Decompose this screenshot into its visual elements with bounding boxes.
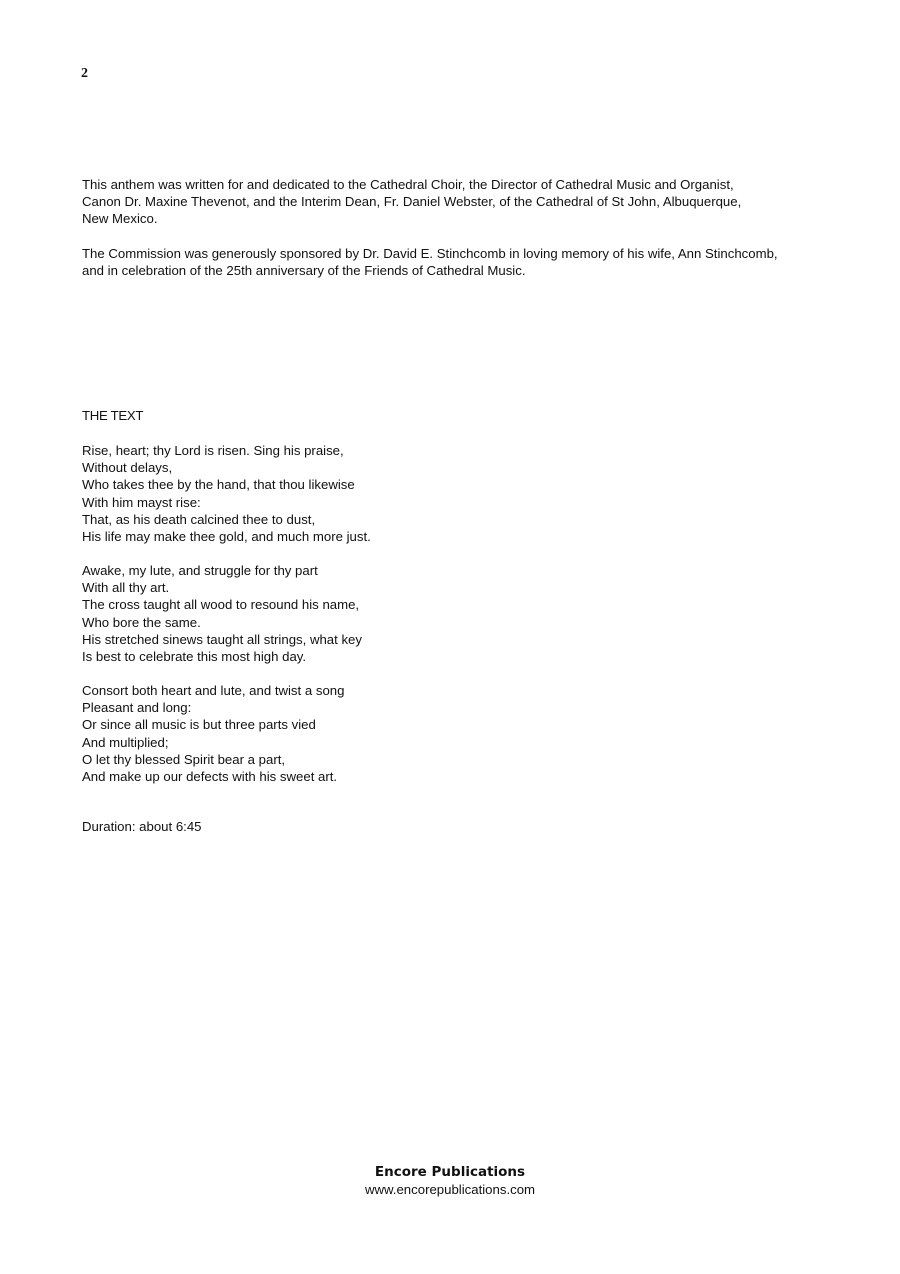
poem-line: O let thy blessed Spirit bear a part, <box>82 751 286 767</box>
publisher-website: www.encorepublications.com <box>364 1182 536 1197</box>
dedication-line: Canon Dr. Maxine Thevenot, and the Interim Dean, Fr. Daniel Webster, of the Cathedral of St John, Albuquerque, <box>82 194 742 210</box>
poem-line: And multiplied; <box>82 734 169 750</box>
poem-line: Consort both heart and lute, and twist a song <box>82 683 345 698</box>
poem-line: Awake, my lute, and struggle for thy part <box>82 563 318 578</box>
poem-line: Without delays, <box>82 460 173 476</box>
sponsorship-line: and in celebration of the 25th anniversary of the Friends of Cathedral Music. <box>82 263 526 279</box>
stanza-1 <box>82 442 371 545</box>
poem-line: With all thy art. <box>82 580 170 596</box>
poem-line: That, as his death calcined thee to dust, <box>82 511 316 527</box>
poem-line: Is best to celebrate this most high day. <box>82 649 307 665</box>
text-heading: THE TEXT <box>82 408 144 423</box>
page-number: 2 <box>81 66 88 81</box>
poem-line: Or since all music is but three parts vied <box>82 717 316 733</box>
poem-line: Pleasant and long: <box>82 700 192 716</box>
stanza-2 <box>82 562 362 665</box>
dedication-line: This anthem was written for and dedicated to the Cathedral Choir, the Director of Cathedral Music and Organist, <box>82 177 734 192</box>
poem-line: His stretched sinews taught all strings, what key <box>82 631 362 647</box>
footer <box>0 1163 900 1198</box>
poem-line: Rise, heart; thy Lord is risen. Sing his praise, <box>82 443 344 458</box>
poem-line: And make up our defects with his sweet art. <box>82 769 338 785</box>
poem-line: The cross taught all wood to resound his name, <box>82 597 360 613</box>
stanza-3 <box>82 682 344 785</box>
duration-note: Duration: about 6:45 <box>82 819 202 834</box>
dedication-paragraph <box>82 176 822 228</box>
publisher-name: Encore Publications <box>374 1164 526 1180</box>
dedication-line: New Mexico. <box>82 211 158 227</box>
sponsorship-line: The Commission was generously sponsored by Dr. David E. Stinchcomb in loving memory of his wife, Ann Stinchcomb, <box>82 246 778 261</box>
poem-line: With him mayst rise: <box>82 494 201 510</box>
sponsorship-paragraph <box>82 245 822 279</box>
poem-line: Who takes thee by the hand, that thou likewise <box>82 477 355 493</box>
poem-line: His life may make thee gold, and much more just. <box>82 529 371 545</box>
poem-line: Who bore the same. <box>82 614 201 630</box>
